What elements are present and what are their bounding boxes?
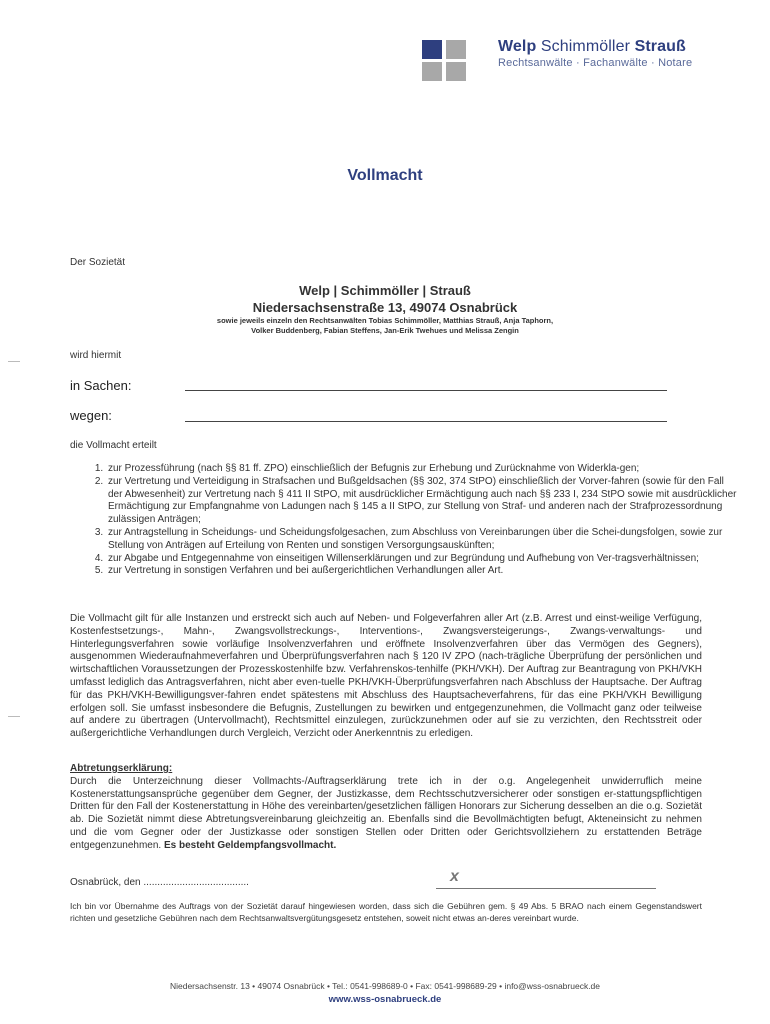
der-sozietaet-label: Der Sozietät [70,257,126,268]
footer-address: Niedersachsenstr. 13 • 49074 Osnabrück • Tel.: 0541-998689-0 • Fax: 0541-998689-29 • info@wss-osnabrueck.de [169,981,601,991]
wird-hiermit-label: wird hiermit [70,350,122,361]
power-item: 4. zur Abgabe und Entgegennahme von einseitigen Willenserklärungen und zur Begründung und Aufhebung von Ver-tragsverhältnissen; [106,553,738,566]
assignment-bold: Es besteht Geldempfangsvollmacht. [163,839,337,851]
assignment-section [70,763,702,853]
assignment-text: Durch die Unterzeichnung dieser Vollmachts-/Auftragserklärung trete ich in der o.g. Angelegenheit unwiderruflich meine Kostenerstattungsansprüche gegenüber dem Gegner, der Justizkasse, dem Rechtsschutzversicherer oder sonstigen er-stattungspflichtigen Dritten für den Fall der Kostenerstattung in Höhe des vereinbarten/gesetzlichen fälligen Honorars zur Sicherung desselben an die o.g. Sozietät ab. Die Sozietät nimmt diese Abtretungsvereinbarung gleichzeitig an. Ebenfalls sind die Bevollmächtigten befugt, Akteneinsicht zu nehmen und die vom Gegner oder der Justizkasse oder sonstigen Stellen oder Dritten oder Gerichtsvollziehern zu erstattenden Beträge entgegenzunehmen. [70,775,702,851]
wegen-field[interactable] [185,421,667,422]
document-title: Vollmacht [347,167,423,184]
brand-part-strauss: Strauß [634,38,686,55]
vollmacht-erteilt-label: die Vollmacht erteilt [70,440,157,451]
power-item: 1. zur Prozessführung (nach §§ 81 ff. ZPO) einschließlich der Befugnis zur Erhebung und Zurücknahme von Widerkla-gen; [106,463,738,476]
place-date[interactable]: Osnabrück, den ...................................... [70,877,249,888]
logo-square [422,40,442,59]
logo-square [446,40,466,59]
brand-name [498,38,692,56]
firm-address: Niedersachsenstraße 13, 49074 Osnabrück [252,300,518,315]
power-item: 2. zur Vertretung und Verteidigung in Strafsachen und Bußgeldsachen (§§ 302, 374 StPO) einschließlich der Vorver-fahren (sowie für den Fall der Abwesenheit) zur Vertretung nach § 411 II StPO, mit ausdrücklicher Ermächtigung auch nach §§ 233 I, 234 StPO sowie mit ausdrücklicher Ermächtigung zur Empfangnahme von Ladungen nach § 145 a II StPO, zur Stellung von Straf- und anderen nach der Strafprozessordnung zulässigen Anträgen; [106,476,738,527]
footer-url[interactable]: www.wss-osnabrueck.de [328,994,442,1005]
lawyers-line: Volker Buddenberg, Fabian Steffens, Jan-Erik Twehues und Melissa Zengin [251,326,519,335]
lawyers-block [0,316,770,336]
margin-mark [8,361,20,362]
signature-field[interactable] [436,888,656,889]
lawyers-line: sowie jeweils einzeln den Rechtsanwälten Tobias Schimmöller, Matthias Strauß, Anja Taphorn, [216,316,554,325]
brand-part-schimmoeller: Schimmöller [540,38,631,55]
power-item: 3. zur Antragstellung in Scheidungs- und Scheidungsfolgesachen, zum Abschluss von Vereinbarungen über die Schei-dungsfolgen, sowie zur Stellung von Anträgen auf Erteilung von Renten und sonstigen Versorgungsauskünften; [106,527,738,553]
brand-subtitle: Rechtsanwälte · Fachanwälte · Notare [498,57,693,69]
firm-block [0,282,770,316]
in-sachen-field[interactable] [185,390,667,391]
logo-bottom-row [422,63,468,83]
wegen-label: wegen: [70,408,112,423]
scope-paragraph: Die Vollmacht gilt für alle Instanzen und erstreckt sich auch auf Neben- und Folgeverfahren aller Art (z.B. Arrest und einst-weilige Verfügung, Kostenfestsetzungs-, Mahn-, Zwangsvollstreckungs-, Interventions-, Zwangsversteigerungs-, Zwangs-verwaltungs- und Hinterlegungsverfahren sowie vorläufige Insolvenzverfahren und eröffnete Insolvenzverfahren über das Vermögen des Gegners), ausgenommen Wiederaufnahmeverfahren und Überprüfungsverfahren nach § 120 IV ZPO (nach-trägliche Überprüfung der persönlichen und wirtschaftlichen Voraussetzungen der Prozesskostenhilfe bzw. Verfahrenskos-tenhilfe (PKH/VKH). Der Auftrag zur Beantragung von PKH/VKH umfasst lediglich das Antragsverfahren, nicht aber even-tuelle PKH/VKH-Überprüfungsverfahren nach Abschluss der Hauptsache. Der Auftrag für das PKH/VKH-Bewilligungsver-fahren endet spätestens mit Abschluss des Hauptsacheverfahrens, für das eine PKH/VKH Bewilligung erfolgen soll. Sie umfasst insbesondere die Befugnis, Zustellungen zu bewirken und entgegenzunehmen, die Vollmacht ganz oder teilweise auf andere zu übertragen (Untervollmacht), Rechtsmittel einzulegen, zurückzunehmen oder auf sie zu verzichten, den Rechtsstreit oder außergerichtliche Verhandlungen durch Vergleich, Verzicht oder Anerkenntnis zu erledigen. [70,613,702,740]
assignment-heading: Abtretungserklärung: [70,763,173,774]
margin-mark [8,716,20,717]
firm-name: Welp | Schimmöller | Strauß [299,283,471,298]
fee-notice: Ich bin vor Übernahme des Auftrags von der Sozietät darauf hingewiesen worden, dass sich die Gebühren gem. § 49 Abs. 5 BRAO nach einem Gegenstandswert richten und gesetzliche Gebühren nach dem Rechtsanwaltsvergütungsgesetz entstehen, soweit nicht etwas an-deres vereinbart wurde. [70,901,702,923]
brand [498,38,692,69]
power-item: 5. zur Vertretung in sonstigen Verfahren und bei außergerichtlichen Verhandlungen aller Art. [106,565,738,578]
signature-mark: x [450,868,459,885]
in-sachen-label: in Sachen: [70,378,132,393]
powers-list [70,463,738,578]
brand-part-welp: Welp [498,38,537,55]
